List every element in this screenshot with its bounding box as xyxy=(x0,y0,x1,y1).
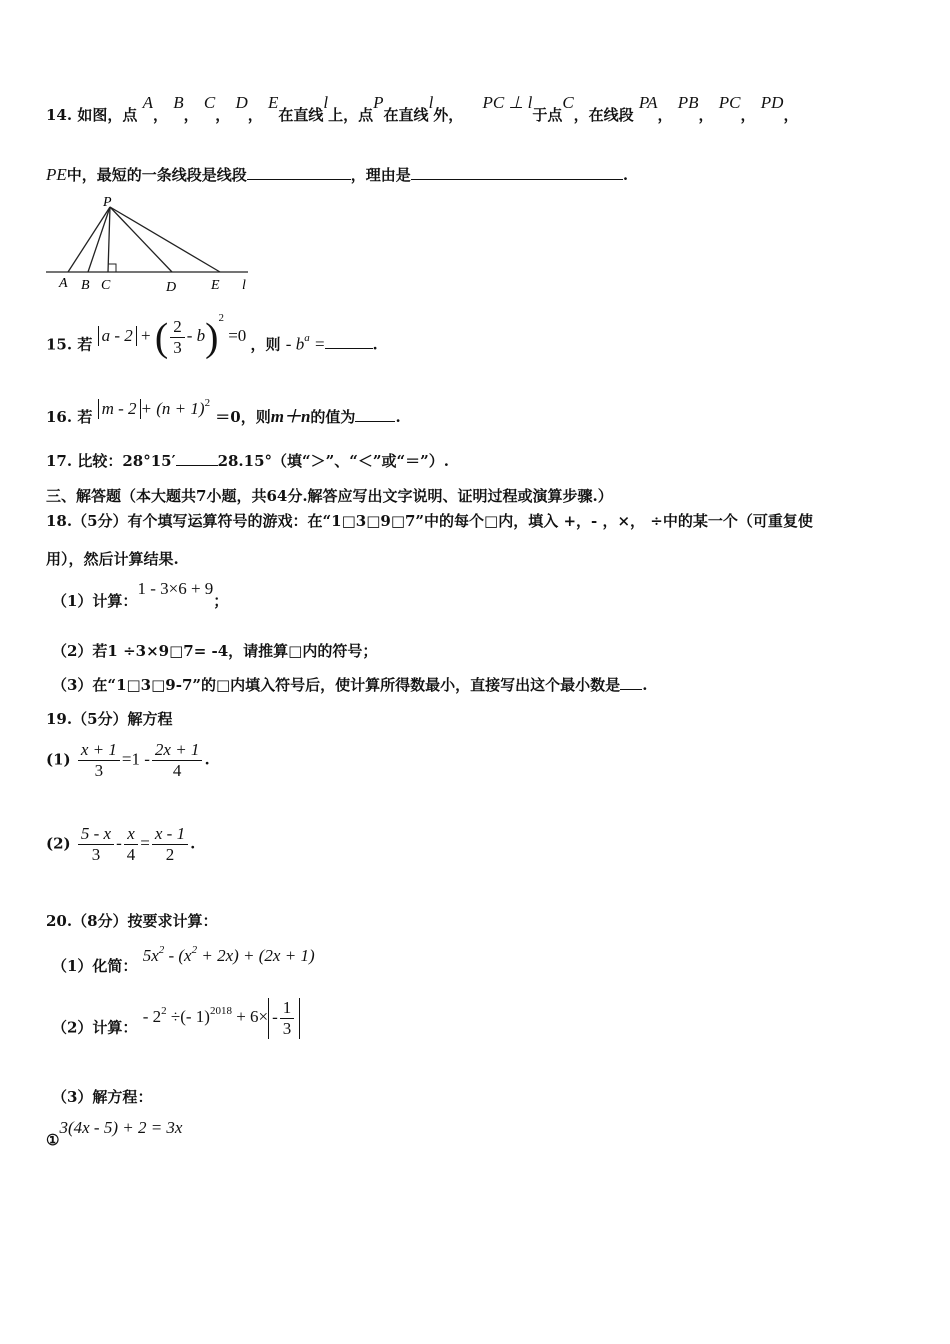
label-a: A xyxy=(59,276,68,291)
exponent: 2 xyxy=(218,312,224,325)
denominator: 3 xyxy=(91,845,101,864)
sep: ， xyxy=(698,106,714,124)
sep: ， xyxy=(740,106,756,124)
term: 5x xyxy=(142,946,159,965)
segment-pc xyxy=(108,207,110,272)
exponent: 2 xyxy=(204,397,211,409)
term: ÷(- 1) xyxy=(166,1007,210,1027)
q19-equation2 xyxy=(46,824,195,865)
sep: ， xyxy=(183,106,199,124)
text: 的值为 xyxy=(310,408,356,426)
equation: 3(4x - 5) + 2 = 3x xyxy=(59,1118,183,1137)
fraction xyxy=(78,740,120,781)
sep: ， xyxy=(247,106,263,124)
minus: - xyxy=(116,833,122,853)
q18-part2: （2）若1 ÷3×9□7= -4，请推算□内的符号； xyxy=(52,642,378,660)
term: + 2x) + (2x + 1) xyxy=(197,946,315,965)
segment-pc: PC xyxy=(718,93,741,112)
text: ，理由是 xyxy=(350,166,411,184)
question-14-line1 xyxy=(46,93,799,125)
q20-part1 xyxy=(52,944,315,976)
point-p: P xyxy=(373,93,384,112)
term: - 2 xyxy=(142,1007,162,1027)
q20-part3: （3）解方程： xyxy=(52,1088,153,1106)
numerator: x + 1 xyxy=(78,740,120,761)
denominator: 3 xyxy=(94,761,104,780)
point-c: C xyxy=(562,93,574,112)
q14-number: 14. xyxy=(46,106,73,124)
segment-pe xyxy=(110,207,220,272)
line-l: l xyxy=(428,93,434,112)
numerator: x - 1 xyxy=(152,824,188,845)
label: （1）化简： xyxy=(52,957,138,975)
sep: ， xyxy=(152,106,168,124)
q14-intro: 如图，点 xyxy=(77,106,138,124)
denominator: 4 xyxy=(126,845,136,864)
section-heading: 三、解答题（本大题共7小题，共64分.解答应写出文字说明、证明过程或演算步骤.） xyxy=(46,487,613,505)
label-e: E xyxy=(211,278,220,293)
text: ＝0，则 xyxy=(215,408,271,426)
right-angle-mark xyxy=(108,264,116,272)
denominator: 3 xyxy=(282,1019,292,1038)
answer-blank[interactable] xyxy=(325,348,373,349)
fraction xyxy=(152,824,188,865)
text: 比较：28°15′ xyxy=(77,452,176,470)
text: 若 xyxy=(77,408,93,426)
denominator: 2 xyxy=(165,845,175,864)
text: 于点 xyxy=(532,106,563,124)
text: ，在线段 xyxy=(573,106,634,124)
text: . xyxy=(642,676,648,694)
fraction xyxy=(152,740,203,781)
equals: = xyxy=(140,833,150,853)
segment-pb xyxy=(88,207,110,272)
question-14-line2 xyxy=(46,164,628,185)
text: 上，点 xyxy=(328,106,374,124)
numerator: 2 xyxy=(170,317,185,338)
left-paren: ( xyxy=(154,315,169,360)
q18-part3 xyxy=(52,674,647,695)
label: (1) xyxy=(46,750,71,769)
q19-equation1 xyxy=(46,740,210,781)
numerator: 1 xyxy=(280,998,295,1019)
text: 在直线 xyxy=(383,106,429,124)
circle-one-marker: ① xyxy=(46,1131,60,1149)
q16-number: 16. xyxy=(46,408,73,426)
square-term: + (n + 1) xyxy=(140,399,205,418)
segment-pe: PE xyxy=(46,165,67,184)
line-l: l xyxy=(323,93,329,112)
text: 中，最短的一条线段是线段 xyxy=(66,166,247,184)
numerator: x xyxy=(124,824,138,845)
point-b: B xyxy=(173,93,184,112)
exponent: 2 xyxy=(191,944,198,956)
fraction xyxy=(124,824,139,865)
abs-value xyxy=(268,998,300,1039)
expression xyxy=(143,946,315,965)
q20-part2 xyxy=(52,998,300,1049)
q16-condition xyxy=(98,399,210,418)
plus: + xyxy=(141,326,151,346)
q18-part1 xyxy=(52,579,229,611)
perp-statement: PC ⊥ l xyxy=(482,93,533,112)
equals-zero: =0 xyxy=(228,326,247,346)
term: - (x xyxy=(164,946,192,965)
segment-pb: PB xyxy=(677,93,699,112)
right-paren: ) xyxy=(205,315,219,360)
text: . xyxy=(622,166,629,184)
denominator: 4 xyxy=(172,761,182,780)
label-d: D xyxy=(166,280,177,295)
label-c: C xyxy=(101,278,111,293)
fraction xyxy=(170,317,185,358)
expression xyxy=(142,998,301,1038)
label-p: P xyxy=(103,195,112,210)
exponent: 2 xyxy=(158,944,165,956)
question-20-title: 20.（8分）按要求计算： xyxy=(46,912,218,930)
answer-blank[interactable] xyxy=(411,179,623,180)
text: ； xyxy=(213,592,229,610)
abs-value: m - 2 xyxy=(98,399,141,419)
label-b: B xyxy=(81,278,90,293)
text: . xyxy=(395,408,401,426)
expression: 1 - 3×6 + 9 xyxy=(137,579,214,598)
q20-equation1 xyxy=(46,1118,183,1150)
segment-pa: PA xyxy=(638,93,658,112)
expression: - b xyxy=(285,334,305,354)
point-d: D xyxy=(235,93,248,112)
text: . xyxy=(204,750,210,769)
question-19-title: 19.（5分）解方程 xyxy=(46,710,173,728)
segment-pa xyxy=(68,207,110,272)
question-16 xyxy=(46,397,401,427)
sep: ， xyxy=(215,106,231,124)
text: ，则 xyxy=(250,335,281,354)
label: （1）计算： xyxy=(52,592,138,610)
question-18-line2: 用），然后计算结果. xyxy=(46,550,179,568)
sep: ， xyxy=(783,106,799,124)
text: 若 xyxy=(77,335,93,354)
numerator: 5 - x xyxy=(78,824,114,845)
fraction xyxy=(78,824,114,865)
segment-pd xyxy=(110,207,172,272)
text: 28.15°（填“＞”、“＜”或“＝”）. xyxy=(217,452,450,470)
q14-figure xyxy=(40,192,260,296)
point-c: C xyxy=(203,93,216,112)
fraction xyxy=(280,998,295,1039)
denominator: 3 xyxy=(173,338,182,357)
answer-blank[interactable] xyxy=(247,179,351,180)
answer-blank[interactable] xyxy=(176,465,218,466)
equals-one-minus: =1 - xyxy=(121,749,150,769)
label: (2) xyxy=(46,834,71,853)
answer-blank[interactable] xyxy=(355,421,395,422)
label: （2）计算： xyxy=(52,1018,138,1037)
segment-pd: PD xyxy=(760,93,784,112)
exponent: a xyxy=(304,332,310,345)
point-e: E xyxy=(268,93,279,112)
text: 在直线 xyxy=(278,106,324,124)
label-l: l xyxy=(242,278,246,293)
point-a: A xyxy=(142,93,153,112)
q15-number: 15. xyxy=(46,335,73,354)
question-15 xyxy=(46,312,378,369)
text: （3）在“1□3□9-7”的□内填入符号后，使计算所得数最小，直接写出这个最小数是 xyxy=(52,676,621,694)
question-18-line1: 18.（5分）有个填写运算符号的游戏：在“1□3□9□7”中的每个□内，填入 +，- ，×， ÷中的某一个（可重复使 xyxy=(46,512,813,530)
minus-b: - b xyxy=(186,326,206,346)
text: . xyxy=(190,834,196,853)
term: + 6× xyxy=(231,1007,269,1027)
question-17 xyxy=(46,450,449,471)
sep: ， xyxy=(657,106,673,124)
minus: - xyxy=(272,1007,278,1027)
q17-number: 17. xyxy=(46,452,73,470)
q15-condition xyxy=(98,312,251,360)
numerator: 2x + 1 xyxy=(152,740,203,761)
abs-value: a - 2 xyxy=(98,326,137,346)
exponent: 2018 xyxy=(209,1005,232,1018)
text: 外， xyxy=(433,106,464,124)
text: . xyxy=(372,335,378,354)
equals: = xyxy=(314,334,325,354)
exponent: 2 xyxy=(161,1005,167,1018)
expression: m＋n xyxy=(270,407,311,426)
answer-blank[interactable] xyxy=(620,689,642,690)
